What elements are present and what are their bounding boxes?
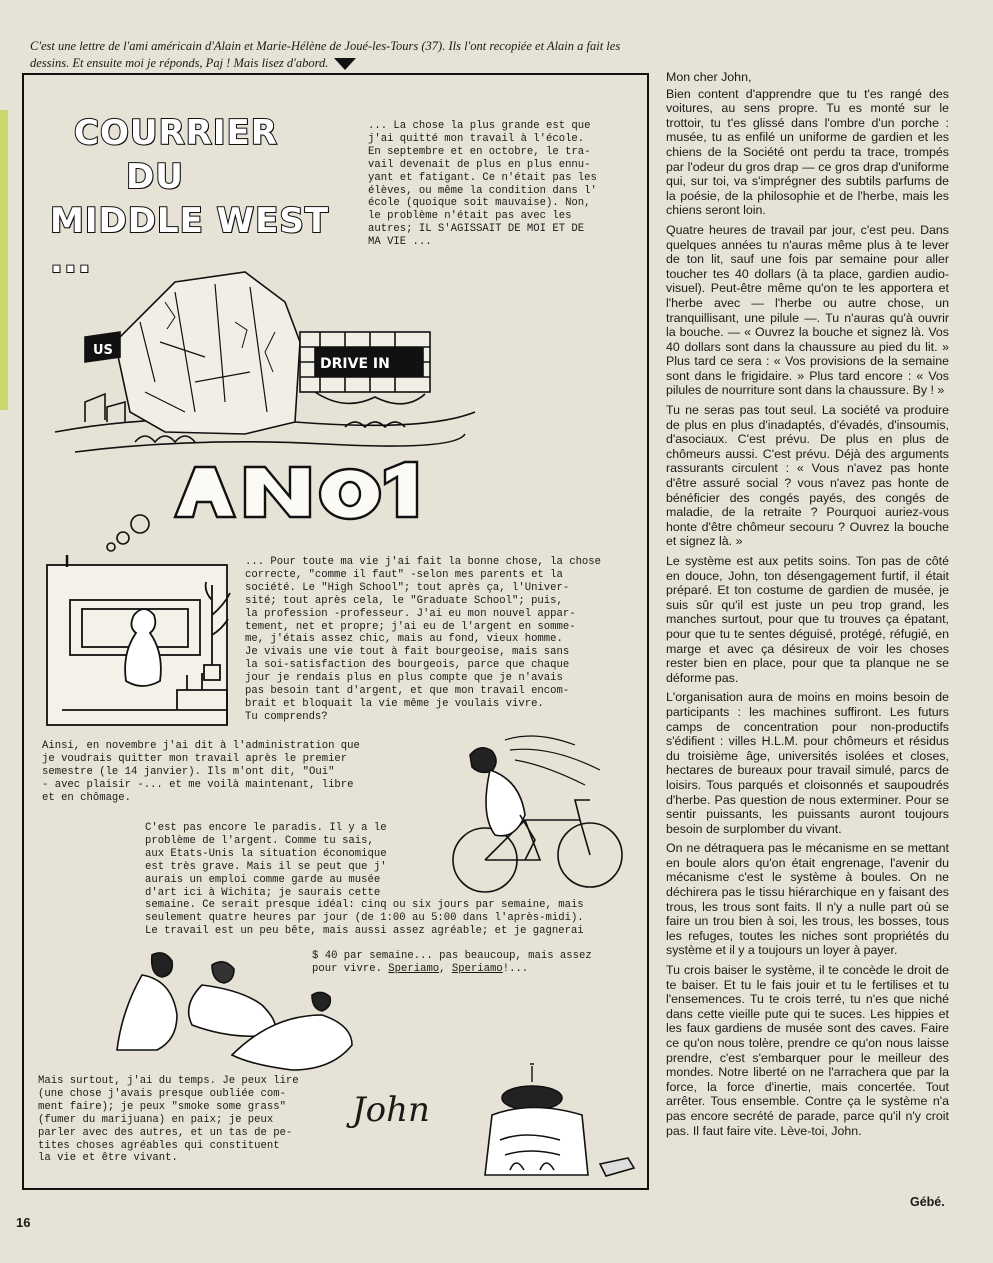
reply-paragraph-5: L'organisation aura de moins en moins besoin de participants : les machines suffiront. Les futurs camps de concentration pour non-productifs s'édifient : villes H.L.M. pour chômeurs et résidus du troisième âge, universités isolées et closes, hectares de bureaux pour travail simulé, parcs de loisirs. Tous parqués et cloisonnés et saupoudrés d'herbe. Pas question de nous exterminer. Pour se sentir puissants, les puissants auront toujours besoin de surplomber du vivant. (666, 690, 949, 836)
people-reclining-illustration (112, 945, 357, 1075)
reply-paragraph-6: On ne détraquera pas le mécanisme en se mettant en boule alors qu'on était engrenage, l'avenir du mécanisme c'est le système à boules. On ne déchirera pas le tissu hiérarchique en y faisant des trous, les trous sont faits. Il n'y a nulle part où se faire un trou bien à soi, les trous, les bosses, tous les refuges, toutes les niches sont propriétés du système et il y a toujours un loyer à payer. (666, 841, 949, 958)
page-edge-strip (0, 110, 8, 410)
letter-paragraph-3: Ainsi, en novembre j'ai dit à l'administration que je voudrais quitter mon travail après le premier semestre (le 14 janvier). Ils m'ont dit, "Oui" - avec plaisir -... et me voilà maintenant, libre et en chômage. (42, 740, 360, 804)
intro-note (30, 38, 640, 72)
down-arrow-icon (334, 58, 356, 70)
page-number: 16 (16, 1215, 31, 1230)
hand-lettered-title (50, 105, 350, 281)
letter-p5-prefix: pour vivre. (312, 962, 389, 975)
title-line-2: DU (126, 157, 184, 197)
letter-p5-line1: $ 40 par semaine... pas beaucoup, mais assez (312, 950, 592, 962)
speriamo-2: Speriamo (451, 962, 503, 975)
intro-text: C'est une lettre de l'ami américain d'Alain et Marie-Hélène de Joué-les-Tours (37). Ils l'ont recopiée et Alain a fait les dessins. Et ensuite moi je réponds, Paj ! Mais lisez d'abord. (30, 39, 621, 70)
reply-column (666, 70, 949, 1143)
letter-paragraph-1: ... La chose la plus grande est que j'ai quitté mon travail à l'école. En septembre et en octobre, le tra- vail devenait de plus en plus ennu- yant et fatigant. Ce n'était pas les élèves, ou même la condition dans l' école (quoique soit mauvaise). Non, le problème n'était pas avec les autres; IL S'AGISSAIT DE MOI ET DE MA VIE ... (368, 120, 597, 249)
reply-paragraph-2: Quatre heures de travail par jour, c'est peu. Dans quelques années tu n'auras même plus à te lever de ton lit, sauf une fois par semaine pour aller toucher tes 40 dollars (à ta place, gardien audio-visuel). Peut-être même qu'on te les apportera et l'herbe avec — l'herbe ou autre chose, un tranquillisant, une pilule —. Tu n'auras qu'à ouvrir la bouche. — « Ouvrez la bouche et signez là. Vos 40 dollars sont dans la chaussure au pied du lit. » Plus tard ce sera : « Vos provisions de la semaine sont dans le frigidaire. » Plus tard encore : « Vos pilules de nourriture sont dans la chaussure. By ! » (666, 222, 949, 398)
letter-p5-end: !... (502, 962, 529, 975)
reply-paragraph-4: Le système est aux petits soins. Ton pas de côté en douce, John, ton désengagement furtif, il était préparé. Et ton costume de gardien de musée, je suis sûr qu'il est juste un peu trop grand, les manches surtout, pour que tu trouves ça épatant, pour que tu te sentes déguisé, protégé, réfugié, en marge et avec ça désireux de voir les choses rester bien en place, pour que ta planque ne se déforme pas. (666, 554, 949, 685)
letter-paragraph-2: ... Pour toute ma vie j'ai fait la bonne chose, la chose correcte, "comme il faut" -selon mes parents et la société. Le "High School"; tout après ça, l'Univer- sité; tout après cela, le "Graduate School"; puis, la profession -professeur. J'ai eu mon nouvel appar- tement, net et propre; j'ai eu de l'argent en somme- me, j'étais assez chic, mais au fond, vieux homme. Je vivais une vie tout à fait bourgeoise, mais sans la soi-satisfaction des bourgeois, parce que chaque jour je rendais plus en plus compte que je n'avais pas besoin tant d'argent, et que mon travail encom- brait et bloquait la vie même je voulais vivre. Tu comprends? (245, 556, 602, 723)
drive-in-sign-text: DRIVE IN (320, 356, 390, 372)
us-sign-text: US (93, 343, 113, 358)
letter-paragraph-4: C'est pas encore le paradis. Il y a le problème de l'argent. Comme tu sais, aux Etats-Unis la situation économique est très grave. Mais il se peut que j' aurais un emploi comme garde au musée d'art ici à Wichita; je saurais cette semaine. Ce serait presque idéal: cinq ou six jours par semaine, mais seulement quatre heures par jour (de 1:00 au 5:00 dans l'après-midi). Le travail est un peu bête, mais aussi assez agréable; et je gagnerai (145, 822, 584, 938)
title-line-3: MIDDLE WEST ... (50, 201, 330, 281)
john-handwritten-signature: John (352, 1090, 430, 1130)
letter-p5-comma: , (439, 962, 452, 975)
reply-paragraph-1: Bien content d'apprendre que tu t'es rangé des voitures, au sens propre. Tu es monté sur le trottoir, tu t'es glissé dans l'ombre d'un porche : musée, tu as enfilé un uniforme de gardien et les chiens de la Société ont perdu ta trace, trompés par l'odeur du gros drap — ce gros drap d'uniforme qui, sur toi, va s'imprégner des subtils parfums de la poésie, de la philosophie et de l'herbe, mais les chiens seront loin. (666, 86, 949, 218)
reply-paragraph-3: Tu ne seras pas tout seul. La société va produire de plus en plus d'inadaptés, d'évadés, d'insoumis, d'asociaux. C'est prévu. De plus en plus de chômeurs aussi. C'est prévu. Déjà des arguments rassurants circulent : « Vous n'avez pas honte d'être assuré social ? vous n'avez pas honte de bénéficier des congés payés, des congés de maladie, de la retraite ? Pourquoi auriez-vous honte d'être chômeur secouru ? Ouvrez la bouche et signez là. » (666, 403, 949, 549)
bed-illustration (470, 1060, 640, 1185)
letter-paragraph-6: Mais surtout, j'ai du temps. Je peux lire (une chose j'avais presque oubliée com- ment faire); je peux "smoke some grass" (fumer du marijuana) en paix; je peux parler avec des autres, et un tas de pe- tites choses agréables qui constituent la vie et être vivant. (38, 1075, 299, 1165)
reply-signature: Gébé. (910, 1195, 945, 1209)
reply-greeting: Mon cher John, (666, 70, 752, 84)
room-window-illustration (42, 545, 242, 735)
speriamo-1: Speriamo (388, 962, 440, 975)
city-rock-illustration (45, 262, 495, 552)
title-line-1: COURRIER (74, 113, 278, 153)
reply-paragraph-7: Tu crois baiser le système, il te concède le droit de te baiser. Et tu le fais jouir et tu le fertilises et tu l'ensemences. Tu te crois terré, tu n'es que niché dans cette vieille pute qui te suces. Les hippies et les faux gardiens de musée sont des caves. Faire ce qu'on nous tolère, prendre ce qu'on nous laisse prendre, c'est s'embarquer pour le meilleur des mondes. Notre liberté on ne l'arrachera que par la force, la force d'inertie, mais concertée. Tout arrêter. Tous ensemble. Contre ça le système n'a pas encore secrété de parade, parce qu'il n'y croit pas. Il faut faire vite. Lève-toi, John. (666, 963, 949, 1138)
